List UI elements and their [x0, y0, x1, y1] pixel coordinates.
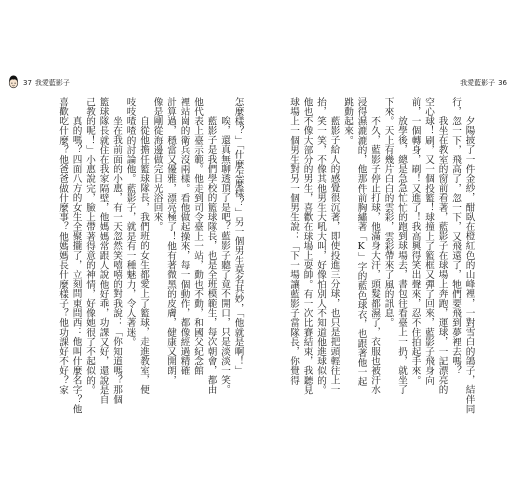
- text-column: 行，忽一下，飛高了，忽一下，又飛遠了，牠們要飛到夢裡去嗎？: [450, 97, 462, 376]
- text-column: 抬，笑一笑，不像其他男生大吼大叫，好像怕別人不知道他進球似的。: [315, 97, 327, 395]
- text-column: 怎麼樣？」「什麼怎麼樣？」另一個男生莫名其妙，「他就是啊！」: [232, 97, 244, 376]
- text-column: 籃球隊長就住在我家隔壁，他媽媽常跟人說他好乖，功課又好，還說是自: [97, 97, 109, 405]
- page-number: 37: [23, 79, 32, 87]
- text-column: 他也不像大部分的男生，喜歡在球場上耍帥。有一次比賽結束，我聽見: [301, 97, 313, 395]
- text-column: 我坐在教室的窗前看著，藍影子在球場上奔跑，運球，一記漂亮的: [436, 116, 448, 395]
- text-column: 下來。天上有幾片白白的雲彩，雲彩帶來了風的訊息。: [382, 97, 394, 328]
- text-column: 前，一個轉身，刷！又進了！我高興得笑出聲來，忍不住拍起手來。: [409, 97, 421, 385]
- text-column: 唉，還真無聊透頂了是吧？藍影子聽了竟不開口，只是淡淡一笑。: [219, 116, 231, 395]
- text-column: 他代表上臺示範。他走到司令臺上一站，動也不動，和國父紀念館: [192, 97, 204, 376]
- text-column: 跳動起來。: [342, 97, 354, 145]
- text-column: 像是剛從海邊做完日光浴回來。: [151, 97, 163, 232]
- running-head-left: [20, 79, 70, 87]
- text-column: 計算過，穩當又優雅，漂亮極了！他有著微黑的皮膚，健康又開朗，: [165, 97, 177, 385]
- text-column: 吱吱喳喳的討論他。藍影子，就是有一種魅力，令人著迷。: [124, 97, 136, 347]
- text-column: 裡站崗的衛兵沒兩樣。看他做起操來，每一個動作，都像經過精確: [178, 97, 190, 376]
- text-column: 空心球！刷，又一個投籃！球撞上了籃框又彈了回來，藍影子飛身向: [423, 97, 435, 385]
- right-page: [260, 0, 520, 500]
- boy-face-icon: [8, 74, 19, 89]
- text-column: 夕陽披了一件金紗，酣臥在橙紅色的山峰裡，一對雪白的鴿子，結伴同: [463, 116, 475, 414]
- text-column: 坐在我前面的小惠，有一天忽然笑嘻嘻的對我說：「你知道嗎？那個: [111, 116, 123, 404]
- book-title: 我愛藍影子: [34, 79, 70, 87]
- text-column: 球場上一個男生對另一個男生說：「下一場讓藍影子當隊長，你覺得: [288, 97, 300, 385]
- text-column: 藍影子給人的感覺很沉著，即使投進三分球，也只是把頭輕往上一: [328, 116, 340, 395]
- text-column: 浸得濕漉漉的，他那件前胸繡著「K」字的藍色球衣，也跟著他一起: [355, 97, 367, 387]
- book-title: 我愛藍影子: [460, 79, 496, 87]
- text-column: 藍影子是我們學校的籃球隊長，也是全班模範生，每次朝會，都由: [205, 116, 217, 395]
- text-column: 真的嗎？四面八方的女生全聚攏了，立刻問東問西：他叫什麼名字？他: [70, 116, 82, 414]
- text-column: 自從他擔任籃球隊長，我們班的女生都愛上了籃球，走進教室，便: [138, 116, 150, 395]
- text-column: 喜歡吃什麼？他爸爸做什麼事？他媽媽長什麼樣子？他功課好不好？家: [57, 97, 69, 395]
- running-head-right: [460, 79, 510, 87]
- text-column: 不久，藍影子停止打球，他滿身大汗，頭髮都濕了，衣服也被汗水: [369, 116, 381, 395]
- text-column: 放學後，總是急急忙忙的跑到球場去，書包往看臺上一扔，就坐了: [396, 116, 408, 395]
- text-column: 己教的呢！」小惠說完，臉上帶著得意的神情，好像她很了不起似的。: [84, 97, 96, 395]
- page-number: 36: [498, 79, 507, 87]
